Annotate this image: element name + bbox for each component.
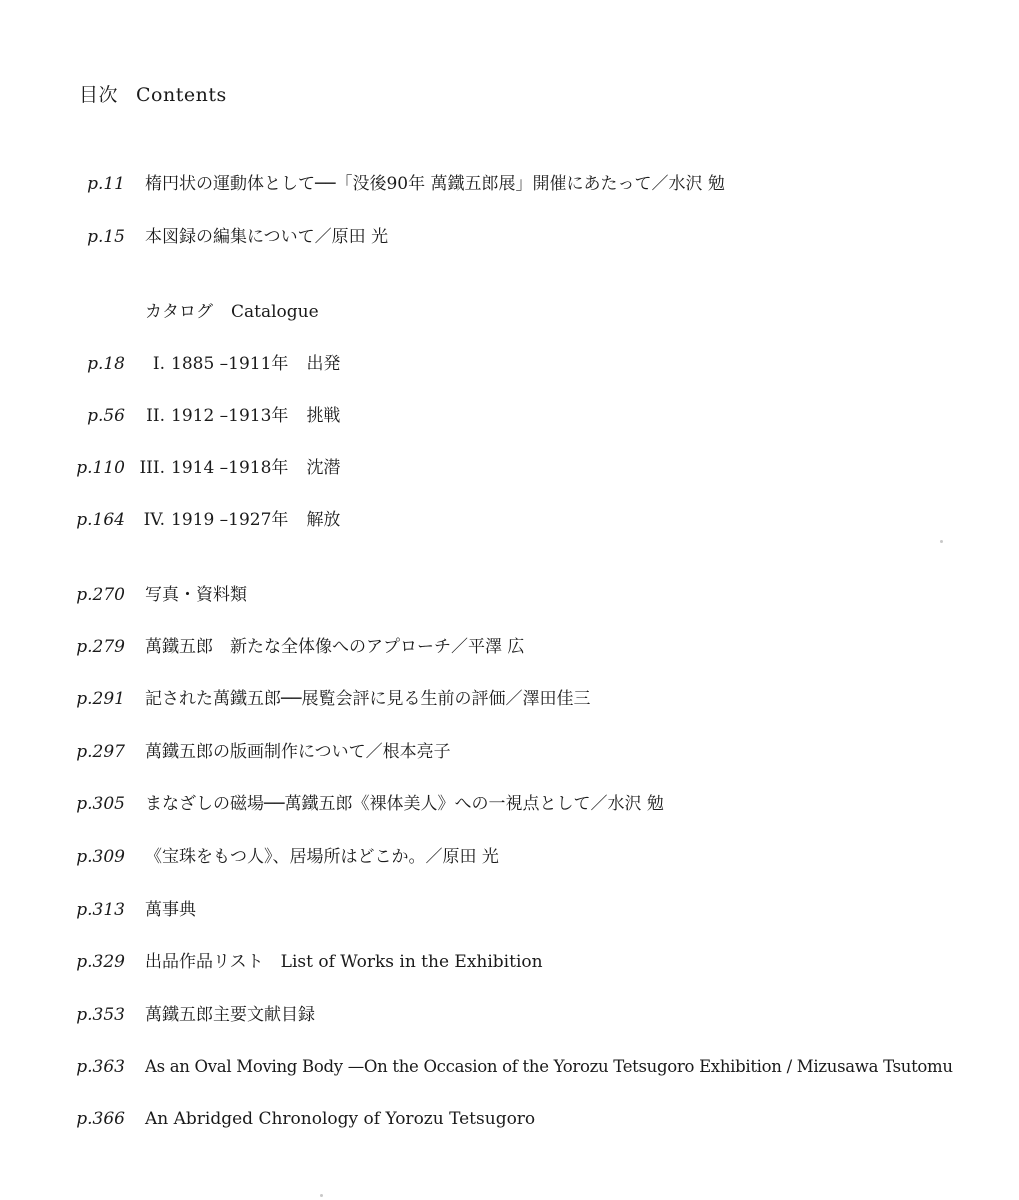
catalogue-label-en: Catalogue bbox=[231, 302, 319, 322]
page-number: p.309 bbox=[76, 847, 125, 867]
entry-title: 萬事典 bbox=[145, 900, 196, 920]
chapter-number: IV. bbox=[143, 510, 165, 530]
toc-chapter-entry[interactable] bbox=[0, 351, 1019, 377]
paper-speck bbox=[320, 1194, 323, 1197]
toc-chapter-entry[interactable] bbox=[0, 507, 1019, 533]
page-number: p.164 bbox=[76, 510, 125, 530]
page-number: p.297 bbox=[76, 742, 125, 762]
chapter-number: II. bbox=[146, 406, 165, 426]
entry-title: 楕円状の運動体として──「没後90年 萬鐵五郎展」開催にあたって／水沢 勉 bbox=[145, 174, 725, 194]
page-number: p.110 bbox=[76, 458, 125, 478]
page-number: p.313 bbox=[76, 900, 125, 920]
page-number: p.329 bbox=[76, 952, 125, 972]
page-number: p.363 bbox=[76, 1057, 125, 1077]
toc-entry[interactable] bbox=[0, 949, 1019, 975]
chapter-years: 1885 –1911年 bbox=[171, 354, 289, 374]
toc-entry[interactable] bbox=[0, 791, 1019, 817]
toc-entry[interactable] bbox=[0, 171, 1019, 197]
toc-entry[interactable] bbox=[0, 634, 1019, 660]
title-en: Contents bbox=[136, 84, 227, 106]
chapter-name: 沈潜 bbox=[306, 458, 341, 478]
page-number: p.11 bbox=[87, 174, 125, 194]
page-number: p.270 bbox=[76, 585, 125, 605]
chapter-title bbox=[135, 403, 340, 429]
page-number: p.15 bbox=[87, 227, 125, 247]
toc-entry[interactable] bbox=[0, 1002, 1019, 1028]
chapter-name: 解放 bbox=[306, 510, 341, 530]
toc-entry[interactable] bbox=[0, 897, 1019, 923]
toc-entry[interactable] bbox=[0, 739, 1019, 765]
chapter-title bbox=[135, 507, 340, 533]
chapter-name: 出発 bbox=[306, 354, 341, 374]
page-number: p.279 bbox=[76, 637, 125, 657]
chapter-title bbox=[135, 351, 340, 377]
entry-title: 本図録の編集について／原田 光 bbox=[145, 227, 389, 247]
page-number: p.18 bbox=[87, 354, 125, 374]
page-title bbox=[79, 80, 227, 107]
chapter-number: I. bbox=[152, 354, 165, 374]
entry-title: 萬鐵五郎の版画制作について／根本亮子 bbox=[145, 742, 451, 762]
entry-title: An Abridged Chronology of Yorozu Tetsugoro bbox=[145, 1109, 536, 1129]
toc-entry[interactable] bbox=[0, 224, 1019, 250]
entry-title: 萬鐵五郎 新たな全体像へのアプローチ／平澤 広 bbox=[145, 637, 525, 657]
toc-entry[interactable] bbox=[0, 844, 1019, 870]
toc-entry[interactable] bbox=[0, 686, 1019, 712]
page-number: p.56 bbox=[87, 406, 125, 426]
catalogue-section-label bbox=[145, 299, 319, 325]
toc-chapter-entry[interactable] bbox=[0, 455, 1019, 481]
chapter-years: 1919 –1927年 bbox=[171, 510, 289, 530]
page-number: p.366 bbox=[76, 1109, 125, 1129]
chapter-number: III. bbox=[139, 458, 165, 478]
chapter-name: 挑戦 bbox=[306, 406, 341, 426]
catalogue-label-ja: カタログ bbox=[145, 302, 213, 322]
entry-title: 出品作品リスト List of Works in the Exhibition bbox=[145, 952, 543, 972]
chapter-years: 1912 –1913年 bbox=[171, 406, 289, 426]
page-number: p.291 bbox=[76, 689, 125, 709]
chapter-years: 1914 –1918年 bbox=[171, 458, 289, 478]
toc-entry[interactable] bbox=[0, 1106, 1019, 1132]
entry-title: 写真・資料類 bbox=[145, 585, 247, 605]
toc-chapter-entry[interactable] bbox=[0, 403, 1019, 429]
entry-title: 記された萬鐵五郎──展覧会評に見る生前の評価／澤田佳三 bbox=[145, 689, 591, 709]
toc-entry[interactable] bbox=[0, 582, 1019, 608]
toc-entry[interactable] bbox=[0, 1054, 1019, 1080]
page-number: p.305 bbox=[76, 794, 125, 814]
entry-title: As an Oval Moving Body —On the Occasion of the Yorozu Tetsugoro Exhibition / Mizusawa Tsutomu bbox=[145, 1057, 953, 1076]
entry-title: 萬鐵五郎主要文献目録 bbox=[145, 1005, 315, 1025]
entry-title: 《宝珠をもつ人》、居場所はどこか。／原田 光 bbox=[145, 847, 499, 867]
entry-title: まなざしの磁場──萬鐵五郎《裸体美人》への一視点として／水沢 勉 bbox=[145, 794, 664, 814]
chapter-title bbox=[135, 455, 340, 481]
paper-speck bbox=[940, 540, 943, 543]
title-ja: 目次 bbox=[79, 84, 119, 106]
page-number: p.353 bbox=[76, 1005, 125, 1025]
